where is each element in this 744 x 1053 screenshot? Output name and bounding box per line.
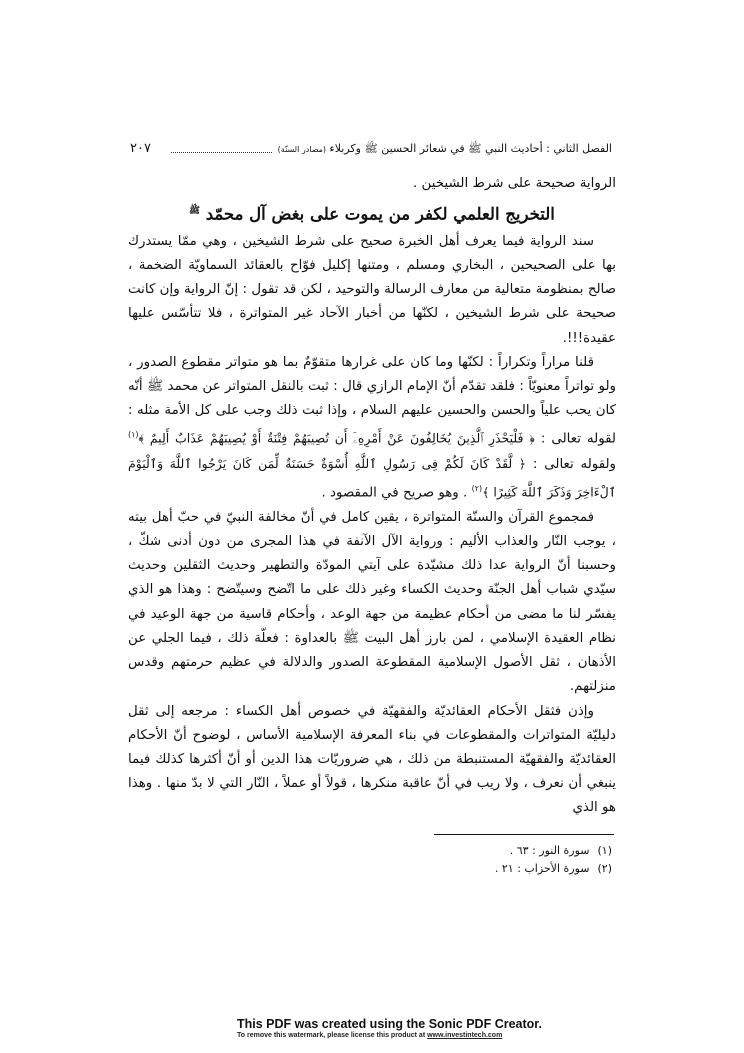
footnote-ref-1[interactable]: (١) <box>128 430 139 440</box>
pdf-watermark <box>232 1017 542 1046</box>
quran-verse-2: ﴿ لَّقَدْ كَانَ لَكُمْ فِى رَسُولِ ٱللَّهِ أُسْوَةٌ حَسَنَةٌ لِّمَن كَانَ يَرْجُوا ٱللَّهَ وَٱلْيَوْمَ ٱلْءَاخِرَ وَذَكَرَ ٱللَّهَ كَثِيرًا ﴾ <box>128 456 616 500</box>
watermark-link[interactable]: www.investintech.com <box>427 1032 503 1039</box>
connector-text: ولقوله تعالى : <box>532 457 617 472</box>
footnote-text: سورة النور : ٦٣ . <box>509 844 590 857</box>
footnotes <box>420 842 612 878</box>
page-number: ٢٠٧ <box>130 141 151 156</box>
header-dot-leader <box>171 152 272 153</box>
footnote-marker: (٢) <box>597 862 612 875</box>
watermark-text <box>237 1018 542 1040</box>
paragraph-2 <box>128 351 616 506</box>
paragraph-3: فمجموع القرآن والسنّة المتواترة ، يقين كامل في أنّ مخالفة النبيّ في حبّ أهل بيته ، يوجب النّار والعذاب الأليم : ورواية الآل الآنفة في هذا المجرى من دون أدنى شكّ ، وحسبنا أنّ الرواية عدا ذلك مشيّدة على آيتي المودّة والتطهير وحديث الثقلين وحديث سيّدي شباب أهل الجنّة وحديث الكساء وغير ذلك على ما اتّضح وسيتّضح : وهذا هو الذي يفسّر لنا ما مضى من أحكام عظيمة من جهة الوعد ، وأحكام قاسية من جهة الوعيد في نظام العقيدة الإسلامي ، لمن بارز أهل البيت ﷺ بالعداوة : فعلّة ذلك ، فيما الجلي عن الأذهان ، ثقل الأصول الإسلامية المقطوعة الصدور والدلالة في عظيم حرمتهم وقدس منزلتهم. <box>128 509 616 695</box>
section-heading <box>128 196 616 230</box>
paragraph-4: وإذن فثقل الأحكام العقائديّة والفقهيّة في خصوص أهل الكساء : مرجعه إلى ثقل دليليّة المتواترات والمقطوعات في بناء المعرفة الإسلامية الأساس ، لوضوح أنّ الأحكام العقائديّة والفقهيّة المستنبطة من ذلك ، هي ضروريّات هذا الدين أو أنّ أكثرها كذلك فيما ينبغي أن نعرف ، ولا ريب في أنّ عاقبة منكرها ، قولاً أو عملاً ، النّار التي لا بدّ منها . وهذا هو الذي <box>128 703 616 816</box>
section-heading-text: التخريج العلمي لكفر من يموت على بغض آل محمّد <box>205 204 555 224</box>
watermark-line-1: This PDF was created using the Sonic PDF Creator. <box>237 1017 542 1031</box>
honorific-icon: ﷺ <box>189 206 200 217</box>
running-header <box>130 140 612 158</box>
chapter-title-text: الفصل الثاني : أحاديث النبي ﷺ في شعائر الحسين ﷺ وكربلاء <box>329 141 612 155</box>
footnote-marker: (١) <box>597 844 612 857</box>
opening-line: الرواية صحيحة على شرط الشيخين . <box>413 176 616 191</box>
paragraph-1: سند الرواية فيما يعرف أهل الخبرة صحيح على شرط الشيخين ، وهي ممّا يستدرك بها على الصحيحين ، البخاري ومسلم ، ومتنها إكليل فوّاح بالعقائد السماويّة الضخمة ، صالح بمنظومة متعالية من معارف الرسالة والتوحيد ، لكن قد تقول : إنّ الرواية وإن كانت صحيحة على شرط الشيخين ، لكنّها من أخبار الآحاد غير المتواترة ، فلا تتأسّس عليها عقيدة!!!. <box>128 233 616 346</box>
footnote-ref-2[interactable]: (٢) <box>471 484 483 494</box>
footnote-2 <box>420 860 612 878</box>
watermark-line-2: To remove this watermark, please license this product at www.investintech.com <box>237 1032 503 1039</box>
verse-conclusion: . وهو صريح في المقصود . <box>321 485 468 501</box>
footnote-divider <box>434 834 614 835</box>
body-text <box>128 172 616 821</box>
footnote-1 <box>420 842 612 860</box>
header-source-note: (مصادر السنّة) <box>277 144 327 154</box>
footnote-text: سورة الأحزاب : ٢١ . <box>494 862 590 875</box>
quran-verse-1: ﴿ فَلْيَحْذَرِ ٱلَّذِينَ يُخَالِفُونَ عَنْ أَمْرِهِۦٓ أَن تُصِيبَهُمْ فِتْنَةٌ أَوْ يُصِيبَهُمْ عَذَابٌ أَلِيمٌ ﴾ <box>138 430 535 446</box>
chapter-title <box>278 140 612 159</box>
paragraph-2-text: قلنا مراراً وتكراراً : لكنّها وما كان على غرارها متقوّمٌ بما هو متواتر مقطوع الصدور ، ولو تواتراً معنويّاً : فلقد تقدّم أنّ الإمام الرازي قال : ثبت بالنقل المتواتر عن محمد ﷺ أنّه كان يحب علياً والحسن والحسين عليهم السلام ، وإذا ثبت ذلك وجب على كل الأمة مثله : لقوله تعالى : <box>128 354 616 447</box>
